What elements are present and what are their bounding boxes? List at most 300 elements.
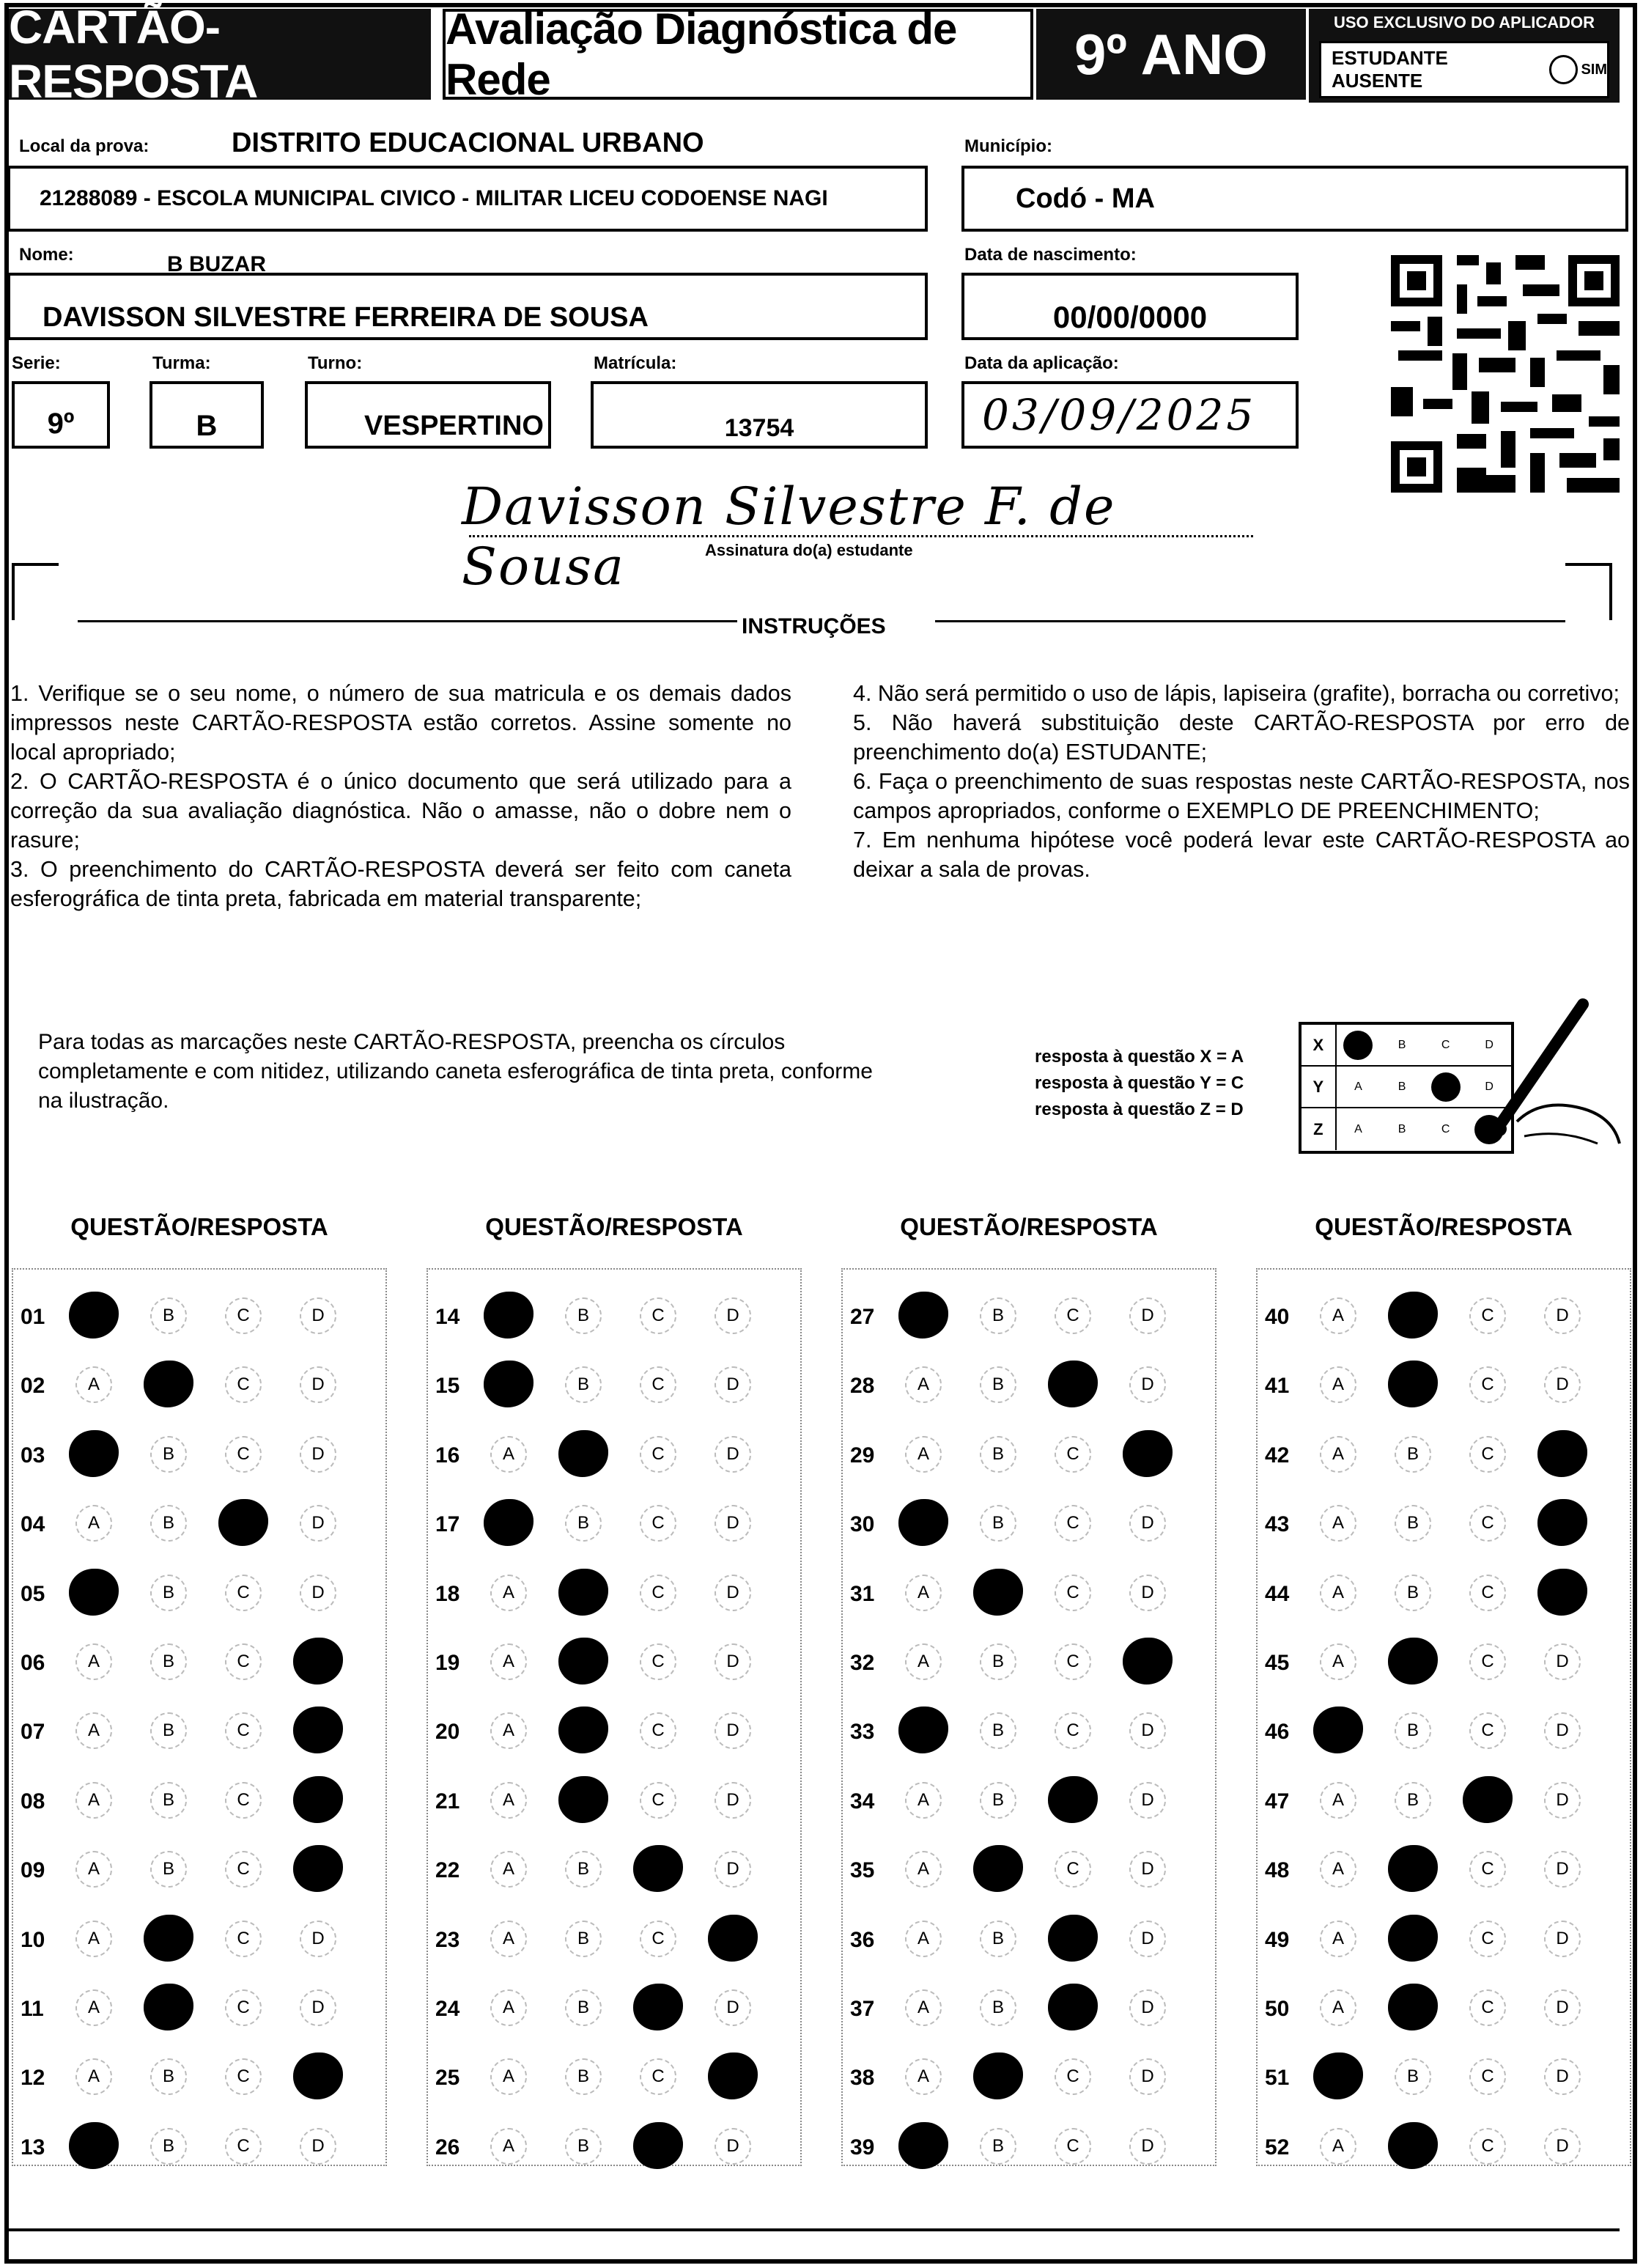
question-row [427, 1498, 793, 1556]
answer-bubble[interactable]: C [1469, 1921, 1506, 1957]
answer-bubble-filled[interactable] [69, 1569, 119, 1616]
answer-bubble[interactable]: D [715, 1782, 751, 1819]
answer-bubble[interactable]: C [225, 1712, 262, 1749]
answer-bubble[interactable]: D [1544, 1643, 1581, 1680]
question-number: 33 [850, 1720, 875, 1745]
answer-bubble[interactable]: B [150, 1782, 187, 1819]
question-number: 03 [21, 1443, 45, 1468]
answer-bubble[interactable]: D [1544, 2058, 1581, 2095]
answer-bubble-filled[interactable] [558, 1776, 608, 1823]
turno-field: VESPERTINO [305, 381, 551, 449]
answer-bubble-filled[interactable] [1388, 1984, 1438, 2030]
answer-bubble[interactable]: C [640, 2058, 676, 2095]
answer-bubble[interactable]: C [1055, 1851, 1091, 1888]
answer-bubble[interactable]: B [980, 1366, 1016, 1403]
question-row [841, 1844, 1208, 1902]
question-number: 51 [1265, 2066, 1290, 2091]
answer-bubble[interactable]: D [715, 1297, 751, 1334]
answer-bubble[interactable]: B [565, 1851, 602, 1888]
answer-bubble[interactable]: B [565, 2128, 602, 2165]
answer-bubble[interactable]: A [1320, 1575, 1356, 1611]
answer-bubble[interactable]: B [565, 2058, 602, 2095]
answer-bubble[interactable]: A [75, 1712, 112, 1749]
answer-bubble[interactable]: D [715, 2128, 751, 2165]
answer-bubble[interactable]: A [1320, 1921, 1356, 1957]
answer-bubble[interactable]: C [225, 2128, 262, 2165]
answer-bubble[interactable]: B [565, 1297, 602, 1334]
answer-bubble[interactable]: C [1469, 1989, 1506, 2026]
answer-bubble-filled[interactable] [558, 1638, 608, 1685]
qr-code-icon [1391, 255, 1620, 493]
question-number: 10 [21, 1927, 45, 1952]
answer-bubble-filled[interactable] [484, 1499, 533, 1546]
instruction-1: 1. Verifique se o seu nome, o número de sua matricula e os demais dados impressos neste CARTÃO-RESPOSTA estão corretos. Assine somente no local apropriado; [10, 681, 791, 765]
answer-bubble[interactable]: C [1469, 2058, 1506, 2095]
question-row [12, 1567, 378, 1626]
answer-bubble-filled[interactable] [633, 1984, 683, 2030]
answer-bubble[interactable]: B [1395, 1505, 1431, 1542]
question-row [1256, 1913, 1622, 1972]
answer-bubble[interactable]: C [225, 1921, 262, 1957]
answer-bubble[interactable]: A [905, 1366, 942, 1403]
question-number: 06 [21, 1651, 45, 1675]
answer-bubble-filled[interactable] [1388, 1638, 1438, 1685]
answer-bubble-filled[interactable] [293, 1845, 343, 1892]
answer-bubble[interactable]: B [980, 1643, 1016, 1680]
question-row [427, 1705, 793, 1764]
answer-bubble[interactable]: B [980, 2128, 1016, 2165]
answer-bubble-filled[interactable] [1388, 1845, 1438, 1892]
answer-bubble[interactable]: C [225, 1782, 262, 1819]
instruction-3: 3. O preenchimento do CARTÃO-RESPOSTA deverá ser feito com caneta esferográfica de tinta preta, fabricada em material transparente; [10, 857, 791, 911]
example-cell-filled [1424, 1067, 1468, 1107]
answer-bubble[interactable]: D [300, 2128, 336, 2165]
answer-bubble[interactable]: B [150, 1643, 187, 1680]
instruction-7: 7. Em nenhuma hipótese você poderá levar este CARTÃO-RESPOSTA ao deixar a sala de provas. [853, 828, 1630, 882]
answer-bubble[interactable]: B [980, 1505, 1016, 1542]
signature: Davisson Silvestre F. de Sousa [462, 476, 1116, 597]
answer-bubble[interactable]: D [300, 1366, 336, 1403]
answer-bubble[interactable]: C [640, 1436, 676, 1473]
answer-bubble[interactable]: D [1544, 1921, 1581, 1957]
answer-bubble[interactable]: D [715, 1851, 751, 1888]
answer-bubble[interactable]: B [980, 1297, 1016, 1334]
answer-bubble[interactable]: C [1055, 1712, 1091, 1749]
question-row [841, 1636, 1208, 1695]
question-number: 24 [435, 1997, 460, 2021]
question-row [427, 1636, 793, 1695]
question-row [1256, 1498, 1622, 1556]
question-row [427, 1290, 793, 1349]
question-row [427, 1982, 793, 2041]
answer-bubble-filled[interactable] [484, 1292, 533, 1339]
answer-bubble[interactable]: A [905, 1436, 942, 1473]
answer-bubble[interactable]: D [1544, 2128, 1581, 2165]
example-cell: B [1398, 1038, 1406, 1051]
answer-bubble-filled[interactable] [1388, 1361, 1438, 1407]
question-row [1256, 1705, 1622, 1764]
answer-bubble-filled[interactable] [1463, 1776, 1513, 1823]
answer-bubble[interactable]: D [1129, 2128, 1166, 2165]
answer-bubble[interactable]: B [150, 1505, 187, 1542]
answer-bubble[interactable]: C [640, 1782, 676, 1819]
answer-bubble[interactable]: B [1395, 1712, 1431, 1749]
answer-bubble[interactable]: B [1395, 1436, 1431, 1473]
answer-bubble[interactable]: C [1469, 1575, 1506, 1611]
answer-bubble-filled[interactable] [558, 1706, 608, 1753]
answer-bubble[interactable]: B [150, 2058, 187, 2095]
answer-bubble[interactable]: C [1055, 1575, 1091, 1611]
question-number: 52 [1265, 2135, 1290, 2160]
answer-bubble-filled[interactable] [144, 1984, 193, 2030]
answer-bubble[interactable]: A [490, 1436, 527, 1473]
answer-bubble[interactable]: B [150, 1575, 187, 1611]
applicator-label: USO EXCLUSIVO DO APLICADOR [1333, 13, 1595, 32]
answer-bubble[interactable]: C [225, 1436, 262, 1473]
answer-bubble[interactable]: A [75, 1851, 112, 1888]
question-number: 08 [21, 1789, 45, 1814]
answer-bubble-filled[interactable] [293, 1706, 343, 1753]
answer-bubble[interactable]: A [1320, 1436, 1356, 1473]
answer-bubble[interactable]: C [640, 1297, 676, 1334]
answer-bubble[interactable]: C [640, 1366, 676, 1403]
question-number: 37 [850, 1997, 875, 2021]
instructions-rule-right [935, 620, 1565, 622]
answer-bubble[interactable]: C [1469, 1505, 1506, 1542]
question-number: 29 [850, 1443, 875, 1468]
answer-bubble[interactable]: B [1395, 1782, 1431, 1819]
question-row [1256, 1775, 1622, 1833]
answer-bubble[interactable]: C [640, 1575, 676, 1611]
question-row [841, 1775, 1208, 1833]
answer-bubble[interactable]: D [1129, 1782, 1166, 1819]
answer-bubble[interactable]: D [1544, 1851, 1581, 1888]
answer-bubble[interactable]: D [1544, 1712, 1581, 1749]
matricula-field: 13754 [591, 381, 928, 449]
example-row-key: X [1302, 1025, 1337, 1065]
turma-label: Turma: [152, 353, 211, 373]
answer-bubble[interactable]: C [640, 1921, 676, 1957]
answer-bubble[interactable]: D [715, 1989, 751, 2026]
answer-bubble[interactable]: C [1055, 1297, 1091, 1334]
answer-bubble-filled[interactable] [1388, 2122, 1438, 2169]
answer-bubble[interactable]: C [1055, 2128, 1091, 2165]
answer-bubble-filled[interactable] [293, 2052, 343, 2099]
answer-bubble-filled[interactable] [1537, 1569, 1587, 1616]
answer-bubble[interactable]: B [150, 1436, 187, 1473]
example-label-z: resposta à questão Z = D [1035, 1100, 1244, 1119]
answer-bubble[interactable]: A [1320, 1782, 1356, 1819]
column-header: QUESTÃO/RESPOSTA [900, 1213, 1158, 1240]
answer-bubble[interactable]: D [300, 1297, 336, 1334]
answer-bubble[interactable]: A [1320, 1505, 1356, 1542]
answer-bubble-filled[interactable] [69, 2122, 119, 2169]
answer-bubble[interactable]: D [300, 1575, 336, 1611]
answer-bubble[interactable]: A [905, 1921, 942, 1957]
answer-bubble[interactable]: C [640, 1712, 676, 1749]
answer-bubble[interactable]: D [1129, 1712, 1166, 1749]
answer-bubble-filled[interactable] [293, 1638, 343, 1685]
answer-bubble[interactable]: D [715, 1643, 751, 1680]
answer-bubble[interactable]: A [75, 1921, 112, 1957]
answer-bubble-filled[interactable] [898, 1292, 948, 1339]
answer-bubble-filled[interactable] [898, 2122, 948, 2169]
answer-bubble[interactable]: A [490, 1989, 527, 2026]
answer-bubble[interactable]: A [490, 2128, 527, 2165]
answer-bubble-filled[interactable] [1388, 1915, 1438, 1962]
answer-bubble[interactable]: B [565, 1366, 602, 1403]
answer-bubble[interactable]: C [1055, 1643, 1091, 1680]
question-number: 17 [435, 1512, 460, 1537]
example-cell-filled [1337, 1025, 1381, 1065]
answer-bubble[interactable]: B [565, 1505, 602, 1542]
answer-bubble[interactable]: B [980, 1921, 1016, 1957]
question-number: 48 [1265, 1858, 1290, 1883]
question-row [12, 1775, 378, 1833]
instructions-title: INSTRUÇÕES [742, 614, 886, 638]
answer-bubble[interactable]: D [300, 1505, 336, 1542]
question-number: 19 [435, 1651, 460, 1675]
question-row [427, 1359, 793, 1418]
answer-bubble[interactable]: D [1129, 1989, 1166, 2026]
question-row [427, 1429, 793, 1487]
question-row [1256, 1567, 1622, 1626]
answer-bubble-filled[interactable] [1537, 1430, 1587, 1477]
answer-bubble[interactable]: B [980, 1989, 1016, 2026]
answer-bubble-filled[interactable] [1388, 1292, 1438, 1339]
answer-bubble-filled[interactable] [973, 1845, 1023, 1892]
answer-bubble-filled[interactable] [973, 2052, 1023, 2099]
answer-bubble[interactable]: B [1395, 1575, 1431, 1611]
answer-bubble[interactable]: A [490, 1782, 527, 1819]
answer-bubble[interactable]: A [490, 1575, 527, 1611]
question-number: 25 [435, 2066, 460, 2091]
answer-bubble[interactable]: C [1469, 1366, 1506, 1403]
answer-bubble[interactable]: A [1320, 1297, 1356, 1334]
answer-bubble[interactable]: B [150, 1851, 187, 1888]
answer-bubble-filled[interactable] [1537, 1499, 1587, 1546]
answer-bubble[interactable]: A [905, 1851, 942, 1888]
answer-bubble[interactable]: B [150, 1712, 187, 1749]
question-row [12, 1705, 378, 1764]
question-number: 02 [21, 1374, 45, 1399]
answer-bubble[interactable]: C [225, 1575, 262, 1611]
answer-bubble[interactable]: D [300, 1921, 336, 1957]
answer-bubble[interactable]: D [1544, 1782, 1581, 1819]
answer-bubble-filled[interactable] [633, 2122, 683, 2169]
answer-bubble[interactable]: D [715, 1712, 751, 1749]
answer-bubble[interactable]: D [1544, 1366, 1581, 1403]
answer-bubble-filled[interactable] [1313, 2052, 1363, 2099]
answer-bubble-filled[interactable] [708, 1915, 758, 1962]
question-number: 05 [21, 1581, 45, 1606]
question-number: 47 [1265, 1789, 1290, 1814]
answer-bubble[interactable]: D [1129, 1921, 1166, 1957]
answer-bubble[interactable]: C [1469, 2128, 1506, 2165]
answer-bubble[interactable]: A [905, 1989, 942, 2026]
answer-bubble-filled[interactable] [973, 1569, 1023, 1616]
question-number: 35 [850, 1858, 875, 1883]
answer-bubble[interactable]: A [1320, 1851, 1356, 1888]
answer-bubble[interactable]: A [75, 1505, 112, 1542]
answer-bubble[interactable]: C [640, 1643, 676, 1680]
column-header: QUESTÃO/RESPOSTA [70, 1213, 328, 1240]
answer-bubble-filled[interactable] [69, 1292, 119, 1339]
answer-bubble[interactable]: A [905, 1643, 942, 1680]
question-row [427, 1913, 793, 1972]
answer-bubble[interactable]: C [1469, 1297, 1506, 1334]
answer-bubble[interactable]: A [490, 1712, 527, 1749]
answer-bubble[interactable]: C [225, 1989, 262, 2026]
turma-field: B [149, 381, 264, 449]
answer-bubble-filled[interactable] [1123, 1430, 1173, 1477]
answer-bubble[interactable]: A [75, 2058, 112, 2095]
instructions-right [853, 679, 1630, 884]
local-label: Local da prova: [19, 136, 149, 156]
answer-bubble[interactable]: D [1129, 1366, 1166, 1403]
column-header: QUESTÃO/RESPOSTA [485, 1213, 743, 1240]
answer-bubble-filled[interactable] [1123, 1638, 1173, 1685]
question-number: 50 [1265, 1997, 1290, 2021]
answer-bubble-filled[interactable] [1313, 1706, 1363, 1753]
answer-bubble[interactable]: C [1469, 1436, 1506, 1473]
answer-bubble-filled[interactable] [1048, 1776, 1098, 1823]
answer-bubble[interactable]: D [715, 1436, 751, 1473]
answer-bubble-filled[interactable] [69, 1430, 119, 1477]
question-number: 44 [1265, 1581, 1290, 1606]
answer-bubble[interactable]: B [150, 1297, 187, 1334]
question-row [12, 2121, 378, 2179]
answer-bubble-filled[interactable] [898, 1706, 948, 1753]
answer-bubble-filled[interactable] [484, 1361, 533, 1407]
answer-bubble[interactable]: C [1055, 1505, 1091, 1542]
question-row [1256, 2121, 1622, 2179]
answer-bubble-filled[interactable] [558, 1430, 608, 1477]
column-header: QUESTÃO/RESPOSTA [1315, 1213, 1573, 1240]
answer-bubble[interactable]: B [565, 1921, 602, 1957]
answer-bubble[interactable]: D [1129, 2058, 1166, 2095]
answer-bubble[interactable]: D [715, 1575, 751, 1611]
answer-bubble[interactable]: D [715, 1505, 751, 1542]
question-number: 49 [1265, 1927, 1290, 1952]
answer-bubble[interactable]: A [905, 1782, 942, 1819]
answer-bubble[interactable]: D [1129, 1851, 1166, 1888]
answer-bubble[interactable]: A [1320, 1989, 1356, 2026]
answer-bubble-filled[interactable] [144, 1361, 193, 1407]
question-number: 34 [850, 1789, 875, 1814]
nascimento-label: Data de nascimento: [964, 245, 1137, 265]
answer-bubble[interactable]: A [1320, 2128, 1356, 2165]
example-cell: A [1354, 1122, 1362, 1135]
answer-bubble-filled[interactable] [708, 2052, 758, 2099]
question-number: 09 [21, 1858, 45, 1883]
answer-bubble-filled[interactable] [633, 1845, 683, 1892]
question-row [12, 1844, 378, 1902]
answer-bubble[interactable]: A [490, 1851, 527, 1888]
absent-option: SIM [1581, 61, 1607, 78]
answer-bubble[interactable]: A [905, 1575, 942, 1611]
example-filled-bubble [1343, 1031, 1373, 1060]
answer-bubble[interactable]: A [75, 1782, 112, 1819]
question-number: 45 [1265, 1651, 1290, 1675]
answer-bubble[interactable]: A [490, 2058, 527, 2095]
question-row [1256, 1844, 1622, 1902]
answer-bubble[interactable]: C [225, 1297, 262, 1334]
answer-bubble[interactable]: D [1544, 1297, 1581, 1334]
absent-label: ESTUDANTE AUSENTE [1332, 47, 1448, 92]
answer-bubble[interactable]: C [225, 1851, 262, 1888]
answer-bubble[interactable]: C [640, 1505, 676, 1542]
question-row [1256, 1982, 1622, 2041]
answer-bubble[interactable]: A [1320, 1643, 1356, 1680]
answer-bubble-filled[interactable] [898, 1499, 948, 1546]
answer-bubble[interactable]: C [225, 2058, 262, 2095]
answer-bubble[interactable]: B [980, 1712, 1016, 1749]
answer-bubble[interactable]: C [1469, 1851, 1506, 1888]
question-row [12, 1429, 378, 1487]
question-row [841, 1982, 1208, 2041]
answer-bubble-filled[interactable] [1048, 1915, 1098, 1962]
answer-bubble[interactable]: C [1055, 2058, 1091, 2095]
answer-bubble[interactable]: B [980, 1782, 1016, 1819]
answer-bubble[interactable]: D [1129, 1297, 1166, 1334]
answer-bubble-filled[interactable] [558, 1569, 608, 1616]
serie-label: Serie: [12, 353, 61, 373]
local-value: DISTRITO EDUCACIONAL URBANO [232, 128, 704, 158]
question-row [841, 1290, 1208, 1349]
answer-bubble[interactable]: B [1395, 2058, 1431, 2095]
grade-label: 9º ANO [1036, 9, 1306, 100]
answer-bubble[interactable]: B [565, 1989, 602, 2026]
answer-bubble[interactable]: A [75, 1989, 112, 2026]
answer-bubble[interactable]: B [150, 2128, 187, 2165]
example-row-key: Y [1302, 1067, 1337, 1107]
answer-bubble[interactable]: A [490, 1643, 527, 1680]
absent-checkbox[interactable] [1549, 55, 1579, 84]
answer-bubble[interactable]: C [1055, 1436, 1091, 1473]
answer-bubble-filled[interactable] [144, 1915, 193, 1962]
answer-bubble-filled[interactable] [218, 1499, 268, 1546]
answer-bubble[interactable]: A [75, 1643, 112, 1680]
question-number: 13 [21, 2135, 45, 2160]
answer-bubble-filled[interactable] [1048, 1361, 1098, 1407]
answer-bubble[interactable]: C [1469, 1712, 1506, 1749]
answer-bubble-filled[interactable] [1048, 1984, 1098, 2030]
answer-bubble[interactable]: D [715, 1366, 751, 1403]
answer-bubble[interactable]: D [1129, 1505, 1166, 1542]
example-labels [1035, 1044, 1244, 1123]
question-row [12, 1498, 378, 1556]
answer-bubble[interactable]: D [300, 1436, 336, 1473]
answer-bubble[interactable]: D [1544, 1989, 1581, 2026]
answer-bubble[interactable]: A [490, 1921, 527, 1957]
answer-bubble[interactable]: D [300, 1989, 336, 2026]
question-row [841, 2121, 1208, 2179]
answer-bubble[interactable]: C [1469, 1643, 1506, 1680]
answer-bubble[interactable]: C [225, 1643, 262, 1680]
answer-bubble[interactable]: A [905, 2058, 942, 2095]
question-row [12, 1359, 378, 1418]
answer-bubble[interactable]: A [1320, 1366, 1356, 1403]
answer-bubble[interactable]: A [75, 1366, 112, 1403]
answer-bubble[interactable]: C [225, 1366, 262, 1403]
question-row [1256, 2051, 1622, 2110]
answer-bubble[interactable]: D [1129, 1575, 1166, 1611]
answer-bubble[interactable]: B [980, 1436, 1016, 1473]
example-cell: B [1398, 1122, 1406, 1135]
answer-bubble-filled[interactable] [293, 1776, 343, 1823]
question-number: 23 [435, 1927, 460, 1952]
